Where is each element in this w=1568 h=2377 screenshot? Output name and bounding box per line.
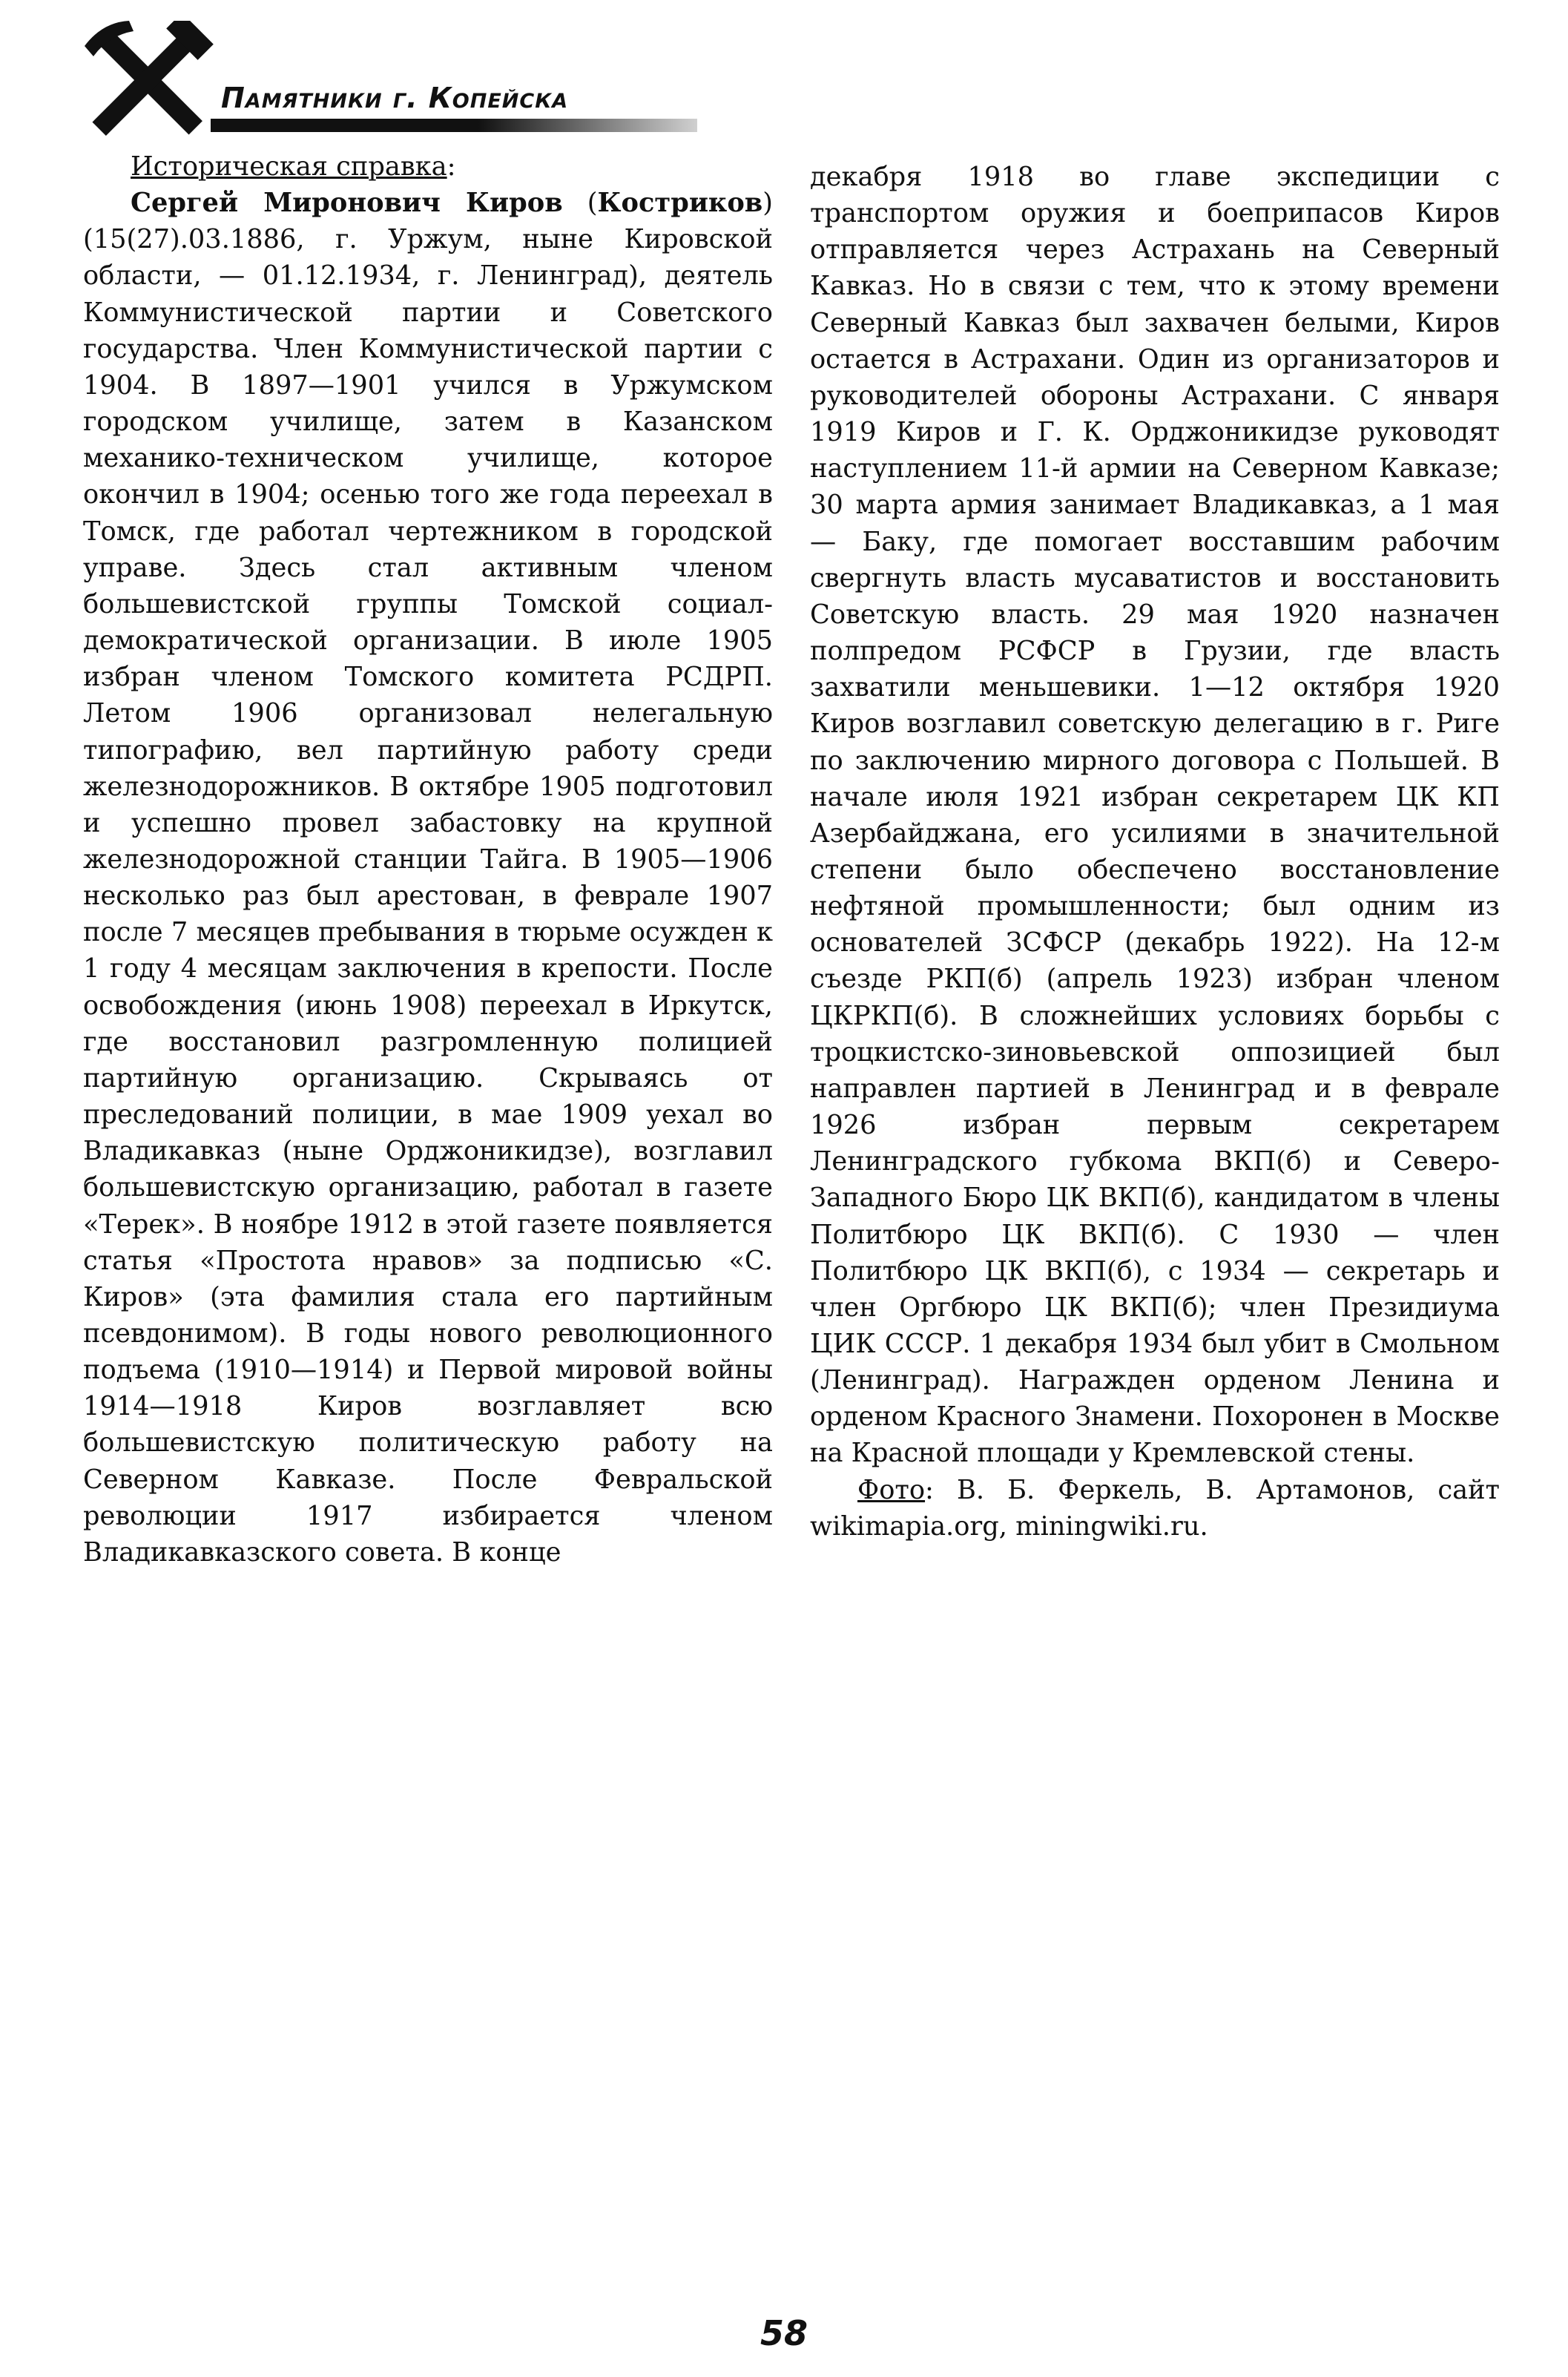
heading-label: Историческая справка — [131, 151, 447, 182]
person-alias-open: ( — [562, 188, 598, 219]
right-column — [810, 159, 1500, 1545]
photo-label: Фото — [857, 1474, 926, 1505]
photo-credits-text: В. Б. Феркель, В. Артамонов, сайт wikimapia.org, miningwiki.ru. — [810, 1474, 1500, 1542]
biography-text-part-2: декабря 1918 во главе экспедиции с транспортом оружия и боеприпасов Киров отправляется через Астрахань на Северный Кавказ. Но в связи с тем, что к этому времени Северный Кавказ был захвачен белыми, Киров остается в Астрахани. Один из организаторов и руководителей обороны Астрахани. С января 1919 Киров и Г. К. Орджоникидзе руководят наступлением 11-й армии на Северном Кавказе; 30 марта армия занимает Владикавказ, а 1 мая — Баку, где помогает восставшим рабочим свергнуть власть мусаватистов и восстановить Советскую власть. 29 мая 1920 назначен полпредом РСФСР в Грузии, где власть захватили меньшевики. 1—12 октября 1920 Киров возглавил советскую делегацию в г. Риге по заключению мирного договора с Польшей. В начале июля 1921 избран секретарем ЦК КП Азербайджана, его усилиями в значительной степени было обеспечено восстановление нефтяной промышленности; был одним из основателей ЗСФСР (декабрь 1922). На 12-м съезде РКП(б) (апрель 1923) избран членом ЦКРКП(б). В сложнейших условиях борьбы с троцкистско-зиновьевской оппозицией был направлен партией в Ленинград и в феврале 1926 избран первым секретарем Ленинградского губкома ВКП(б) и Северо-Западного Бюро ЦК ВКП(б), кандидатом в члены Политбюро ЦК ВКП(б). С 1930 — член Политбюро ЦК ВКП(б), с 1934 — секретарь и член Оргбюро ЦК ВКП(б); член Президиума ЦИК СССР. 1 декабря 1934 был убит в Смольном (Ленинград). Награжден орденом Ленина и орденом Красного Знамени. Похоронен в Москве на Красной площади у Кремлевской стены. — [810, 162, 1500, 1469]
heading-colon: : — [447, 151, 456, 182]
page-header — [80, 21, 629, 139]
biography-paragraph — [83, 185, 773, 1571]
person-alias-close: ) — [762, 188, 773, 219]
hammer-and-pick-icon — [80, 21, 214, 139]
person-alias: Костриков — [597, 188, 763, 219]
left-column — [83, 148, 773, 1571]
photo-credits — [810, 1472, 1500, 1545]
person-name: Сергей Миронович Киров — [131, 188, 563, 219]
historical-note-heading — [83, 148, 773, 185]
page-number: 58 — [760, 2313, 808, 2353]
title-rule — [211, 119, 697, 132]
biography-text-part-1: (15(27).03.1886, г. Уржум, ныне Кировской области, — 01.12.1934, г. Ленинград), деятель Коммунистической партии и Советского государства. Член Коммунистической партии с 1904. В 1897—1901 учился в Уржумском городском училище, затем в Казанском механико-техническом училище, которое окончил в 1904; осенью того же года переехал в Томск, где работал чертежником в городской управе. Здесь стал активным членом большевистской группы Томской социал-демократической организации. В июле 1905 избран членом Томского комитета РСДРП. Летом 1906 организовал нелегальную типографию, вел партийную работу среди железнодорожников. В октябре 1905 подготовил и успешно провел забастовку на крупной железнодорожной станции Тайга. В 1905—1906 несколько раз был арестован, в феврале 1907 после 7 месяцев пребывания в тюрьме осужден к 1 году 4 месяцам заключения в крепости. После освобождения (июнь 1908) переехал в Иркутск, где восстановил разгромленную полицией партийную организацию. Скрываясь от преследований полиции, в мае 1909 уехал во Владикавказ (ныне Орджоникидзе), возглавил большевистскую организацию, работал в газете «Терек». В ноябре 1912 в этой газете появляется статья «Простота нравов» за подписью «С. Киров» (эта фамилия стала его партийным псевдонимом). В годы нового революционного подъема (1910—1914) и Первой мировой войны 1914—1918 Киров возглавляет всю большевистскую политическую работу на Северном Кавказе. После Февральской революции 1917 избирается членом Владикавказского совета. В конце — [83, 224, 773, 1568]
photo-colon: : — [925, 1474, 934, 1505]
section-title: Памятники г. Копейска — [221, 82, 569, 114]
